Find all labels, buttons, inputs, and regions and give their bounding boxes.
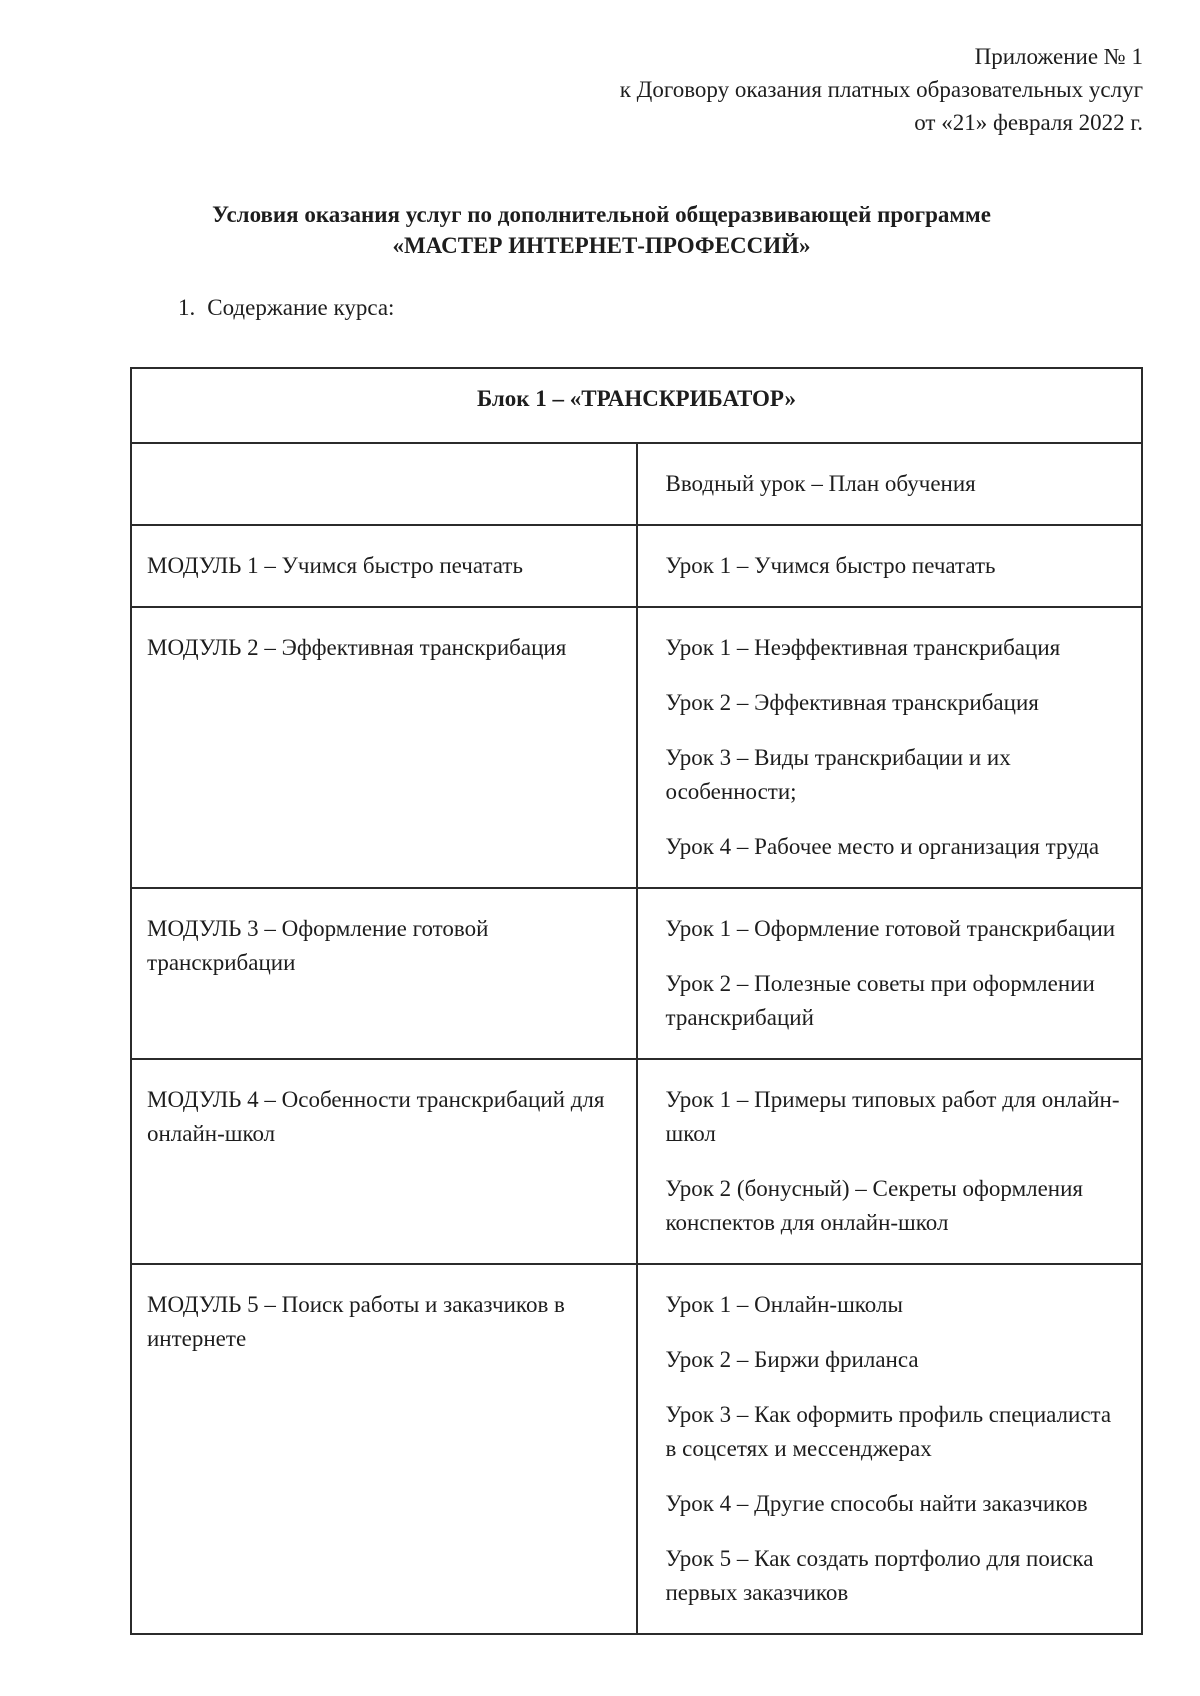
table-row [131,1059,1142,1264]
lessons-cell [637,607,1143,888]
lesson-label: Урок 5 – Как создать портфолио для поиска первых заказчиков [665,1546,1094,1605]
document-title-line-2: «МАСТЕР ИНТЕРНЕТ-ПРОФЕССИЙ» [392,233,811,258]
course-table-body [131,368,1142,1634]
lessons-cell [637,525,1143,607]
lesson-label: Урок 4 – Рабочее место и организация труда [665,834,1100,859]
annex-block [130,40,1143,139]
document-title [130,199,1143,261]
module-cell [131,443,637,525]
lesson-label: Урок 1 – Примеры типовых работ для онлайн-школ [665,1087,1120,1146]
lesson-label: Урок 1 – Оформление готовой транскрибации [665,916,1116,941]
section-label: Содержание курса: [207,295,395,320]
lessons-cell [637,443,1143,525]
table-caption: Блок 1 – «ТРАНСКРИБАТОР» [131,368,1142,443]
annex-line-2: к Договору оказания платных образовательных услуг [619,77,1143,102]
lesson-label: Вводный урок – План обучения [665,471,976,496]
annex-line-3: от «21» февраля 2022 г. [914,110,1143,135]
table-row [131,443,1142,525]
lesson-label: Урок 3 – Виды транскрибации и их особенности; [665,745,1011,804]
lesson-label: Урок 4 – Другие способы найти заказчиков [665,1491,1088,1516]
lesson-label: Урок 1 – Учимся быстро печатать [665,553,996,578]
module-cell [131,525,637,607]
table-row [131,888,1142,1059]
table-caption-row [131,368,1142,443]
module-label: МОДУЛЬ 4 – Особенности транскрибаций для онлайн-школ [147,1087,605,1146]
lesson-label: Урок 2 – Полезные советы при оформлении транскрибаций [665,971,1095,1030]
lesson-label: Урок 1 – Неэффективная транскрибация [665,635,1061,660]
module-label: МОДУЛЬ 1 – Учимся быстро печатать [147,553,523,578]
module-label: МОДУЛЬ 3 – Оформление готовой транскрибации [147,916,489,975]
lessons-cell [637,1059,1143,1264]
module-cell [131,1264,637,1634]
lesson-label: Урок 3 – Как оформить профиль специалиста в соцсетях и мессенджерах [665,1402,1112,1461]
table-row [131,607,1142,888]
table-row [131,1264,1142,1634]
section-number: 1. [178,295,196,320]
lesson-label: Урок 2 (бонусный) – Секреты оформления конспектов для онлайн-школ [665,1176,1084,1235]
annex-line-1: Приложение № 1 [974,44,1143,69]
module-label: МОДУЛЬ 2 – Эффективная транскрибация [147,635,567,660]
lessons-cell [637,888,1143,1059]
course-table [130,367,1143,1635]
module-cell [131,1059,637,1264]
lesson-label: Урок 1 – Онлайн-школы [665,1292,903,1317]
module-label: МОДУЛЬ 5 – Поиск работы и заказчиков в интернете [147,1292,565,1351]
section-heading [130,294,1143,322]
table-row [131,525,1142,607]
document-title-line-1: Условия оказания услуг по дополнительной общеразвивающей программе [212,202,991,227]
module-cell [131,888,637,1059]
lessons-cell [637,1264,1143,1634]
lesson-label: Урок 2 – Эффективная транскрибация [665,690,1039,715]
lesson-label: Урок 2 – Биржи фриланса [665,1347,919,1372]
module-cell [131,607,637,888]
